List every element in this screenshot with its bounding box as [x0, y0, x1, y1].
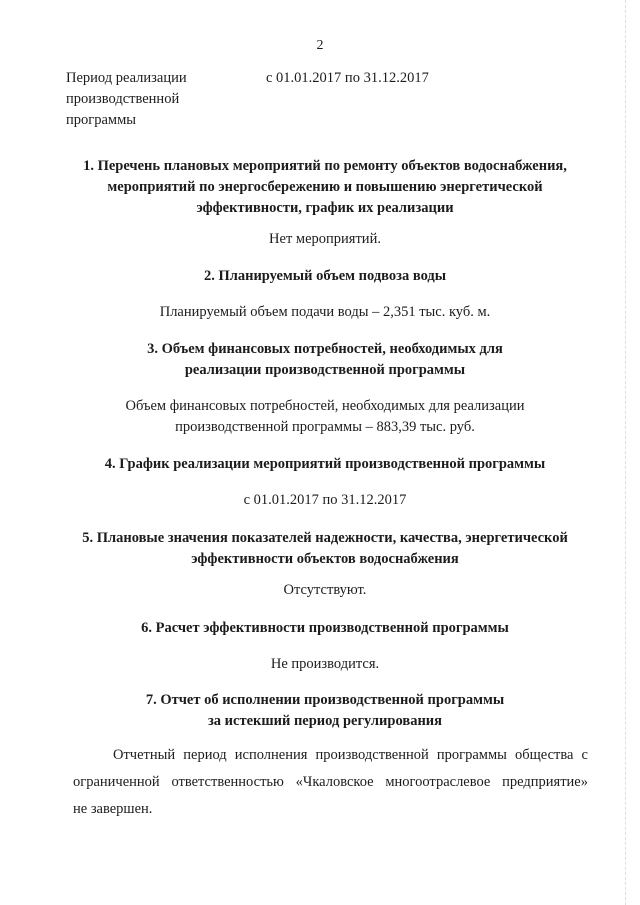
page-number: 2 — [316, 38, 324, 53]
report-line: Отчетный период исполнения производственной программы общества с — [113, 747, 588, 763]
heading-line: эффективности, график их реализации — [196, 200, 454, 216]
body-line: Не производится. — [270, 656, 380, 672]
section-1-heading — [40, 156, 610, 219]
report-paragraph — [73, 742, 588, 823]
section-4-heading — [40, 454, 610, 475]
section-3-body — [40, 396, 610, 438]
section-7-heading — [40, 690, 610, 732]
section-5-heading — [40, 528, 610, 570]
body-line: Отсутствуют. — [283, 582, 367, 598]
heading-line: эффективности объектов водоснабжения — [191, 551, 459, 567]
scan-edge-artifact — [624, 0, 626, 905]
period-label-line: производственной — [66, 91, 180, 107]
body-line: Объем финансовых потребностей, необходимых для реализации — [125, 398, 525, 414]
period-value: с 01.01.2017 по 31.12.2017 — [266, 70, 429, 86]
body-line: Нет мероприятий. — [269, 231, 381, 247]
heading-line: 6. Расчет эффективности производственной программы — [141, 620, 509, 636]
heading-line: 5. Плановые значения показателей надежности, качества, энергетической — [82, 530, 568, 546]
period-label-line: программы — [66, 112, 136, 128]
heading-line: 1. Перечень плановых мероприятий по ремонту объектов водоснабжения, — [83, 158, 567, 174]
section-2-body — [40, 302, 610, 323]
section-5-body — [40, 580, 610, 601]
heading-line: 2. Планируемый объем подвоза воды — [203, 268, 447, 284]
section-1-body — [40, 229, 610, 250]
heading-line: мероприятий по энергосбережению и повышению энергетической — [107, 179, 543, 195]
section-6-heading — [40, 618, 610, 639]
section-2-heading — [40, 266, 610, 287]
body-line: Планируемый объем подачи воды – 2,351 тыс. куб. м. — [159, 304, 491, 320]
section-6-body — [40, 654, 610, 675]
body-line: с 01.01.2017 по 31.12.2017 — [243, 492, 407, 508]
heading-line: 3. Объем финансовых потребностей, необходимых для — [147, 341, 503, 357]
report-line: ограниченной ответственностью «Чкаловское многоотраслевое предприятие» — [73, 774, 588, 790]
period-label-line: Период реализации — [66, 70, 187, 86]
section-3-heading — [40, 339, 610, 381]
report-line: не завершен. — [73, 801, 153, 817]
heading-line: реализации производственной программы — [184, 362, 466, 378]
section-4-body — [40, 490, 610, 511]
period-label — [66, 68, 236, 131]
body-line: производственной программы – 883,39 тыс. руб. — [175, 419, 475, 435]
heading-line: за истекший период регулирования — [207, 713, 443, 729]
heading-line: 4. График реализации мероприятий производственной программы — [104, 456, 546, 472]
heading-line: 7. Отчет об исполнении производственной программы — [145, 692, 505, 708]
